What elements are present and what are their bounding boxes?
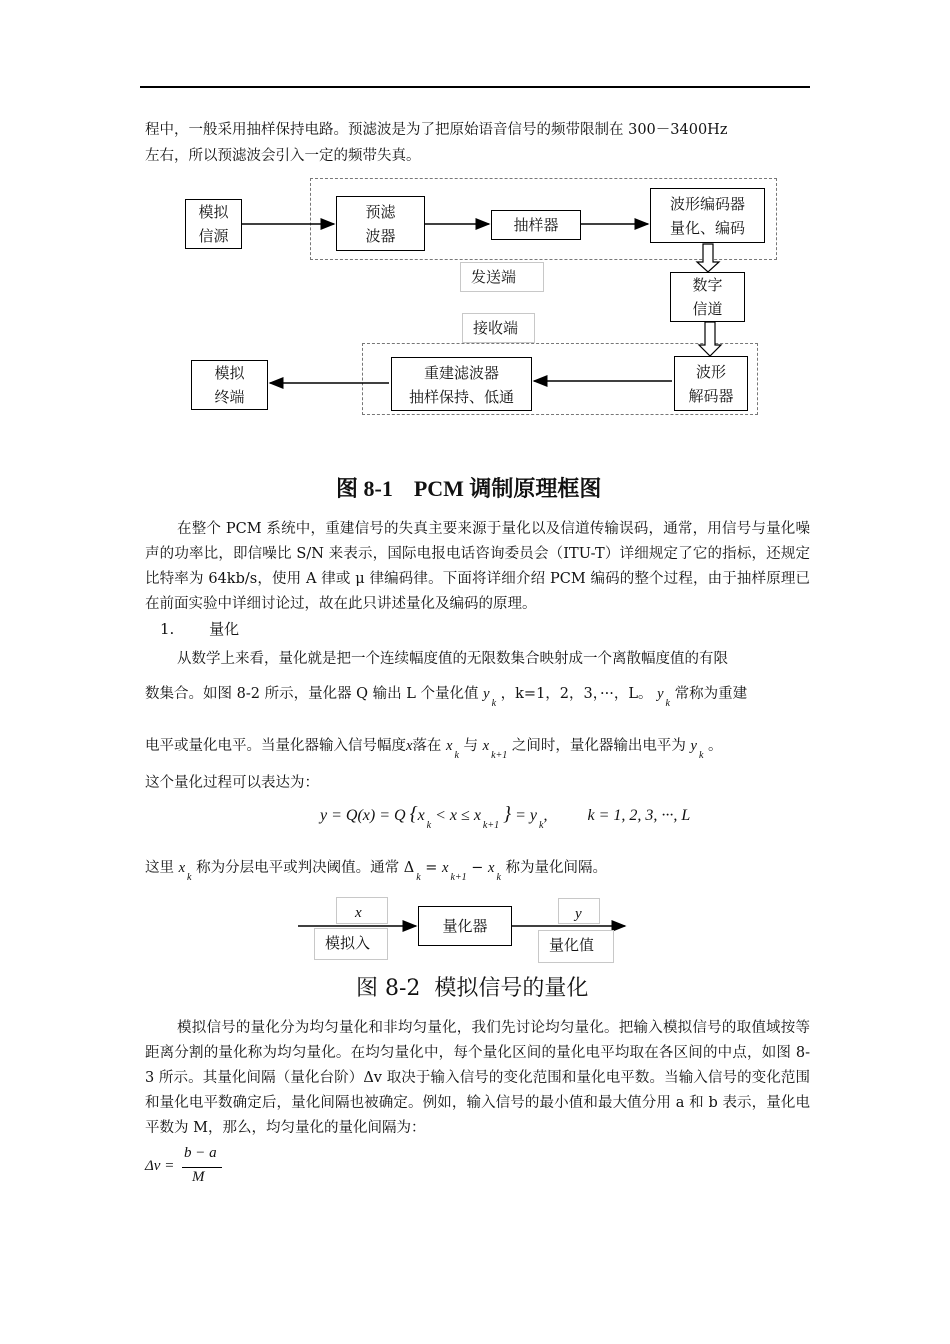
para2-l2a: 数集合。如图 8-2 所示，量化器 Q 输出 L 个量化值	[145, 686, 479, 702]
delta-v-denominator: M	[192, 1169, 205, 1185]
para3-c: 称为量化间隔。	[505, 860, 608, 876]
analog-in-label-box	[314, 928, 388, 960]
delta-v-numerator: b − a	[184, 1145, 217, 1161]
channel-line-2: 信道	[692, 300, 723, 318]
quantizer-box	[418, 906, 512, 946]
para2-line-4: 这个量化过程可以表达为：	[145, 775, 319, 791]
y-label: y	[575, 906, 582, 922]
paragraph-uniform-quantization: 模拟信号的量化分为均匀量化和非均匀量化，我们先讨论均匀量化。把输入模拟信号的取值域按等距离分割的量化称为均匀量化。在均匀量化中，每个量化区间的量化电平均取在各区间的中点，如图 8-3 所示。其量化间隔（量化台阶）Δv 取决于输入信号的变化范围和量化电平数。当输入信号的变化范围和量化电平数确定后，量化间隔也被确定。例如，输入信号的最小值和最大值分用 a 和 b 表示，量化电平数为 M，那么，均匀量化的量化间隔为：	[145, 1020, 810, 1136]
para2-l2c: 常称为重建	[674, 686, 748, 702]
math-x-symbol: x	[406, 738, 413, 754]
para3-delta-k-sub: k	[416, 872, 421, 883]
math-k-subscript: k	[491, 698, 497, 709]
intro-line-2: 左右，所以预滤波会引入一定的频带失真。	[145, 148, 421, 164]
para3-x-k-2: x	[488, 860, 495, 876]
math-k1-subscript: k+1	[491, 750, 508, 761]
formula-left: y = Q(x) = Q	[320, 807, 406, 824]
para2-l3b: 落在	[412, 738, 442, 754]
y-label-box	[558, 898, 600, 924]
formula-x-k1: x	[473, 807, 481, 824]
para2-l2b: ，k=1，2，3，···，L。	[500, 686, 653, 702]
para3-k-sub-2: k	[496, 872, 501, 883]
prefilter-line-2: 波器	[365, 227, 396, 245]
paragraph-pcm-system: 在整个 PCM 系统中，重建信号的失真主要来源于量化以及信道传输误码，通常，用信号与量化噪声的功率比，即信噪比 S/N 来表示，国际电报电话咨询委员会（ITU-T）详细规定了它的指标，还规定比特率为 64kb/s，使用 A 律或 μ 律编码律。下面将详细介绍 PCM 编码的整个过程，由于抽样原理已在前面实验中详细讨论过，故在此只讲述量化及编码的原理。	[145, 521, 810, 612]
para3-k1-sub: k+1	[450, 872, 467, 883]
formula-x-k: x	[417, 807, 425, 824]
para2-line-1: 从数学上来看，量化就是把一个连续幅度值的无限数集合映射成一个离散幅度值的有限	[177, 651, 728, 667]
prefilter-line-1: 预滤	[365, 203, 396, 221]
fraction-bar	[182, 1167, 222, 1168]
para3-eq: =	[425, 860, 438, 876]
para3-b: 称为分层电平或判决阈值。通常	[196, 860, 400, 876]
x-label: x	[355, 905, 362, 921]
math-y-k-symbol-3: y	[690, 738, 697, 754]
delta-v-lhs: Δv =	[145, 1158, 175, 1174]
formula-k-sub-2: k	[539, 820, 544, 831]
para3-k-sub: k	[187, 872, 192, 883]
formula-comma: ,	[543, 807, 548, 824]
source-line-1: 模拟	[198, 203, 229, 221]
caption-text: PCM 调制原理框图	[413, 476, 602, 501]
math-k-subscript-2: k	[665, 698, 670, 709]
formula-eq: = y	[515, 807, 538, 824]
para3-x-k: x	[178, 860, 186, 876]
formula-brace-close: }	[503, 803, 512, 825]
para2-l3a: 电平或量化电平。当量化器输入信号幅度	[145, 738, 406, 754]
formula-k1-sub: k+1	[482, 820, 500, 831]
section-title: 量化	[209, 620, 240, 638]
math-y-k-symbol: y	[483, 686, 490, 702]
intro-line-1: 程中，一般采用抽样保持电路。预滤波是为了把原始语音信号的频带限制在 300－3400Hz	[145, 122, 728, 138]
recon-line-1: 重建滤波器	[423, 364, 499, 382]
para3-a: 这里	[145, 860, 174, 876]
para3-minus: −	[471, 860, 484, 876]
formula-brace-open: {	[409, 803, 418, 825]
tx-label-text: 发送端	[471, 268, 517, 286]
formula-k-sub: k	[426, 820, 432, 831]
math-x-k-symbol: x	[446, 738, 453, 754]
terminal-line-1: 模拟	[214, 364, 245, 382]
para2-l3d: 之间时，量化器输出电平为	[511, 738, 686, 754]
math-y-k-symbol-2: y	[657, 686, 664, 702]
figure-8-2-caption	[356, 971, 588, 1002]
para3-x-k1: x	[442, 860, 449, 876]
quantizer-label: 量化器	[442, 917, 488, 935]
quantized-value-label-box	[538, 930, 614, 963]
recon-line-2: 抽样保持、低通	[408, 388, 514, 406]
math-x-k1-symbol: x	[482, 738, 490, 754]
caption-number: 图 8-1	[336, 476, 393, 501]
decoder-line-2: 解码器	[688, 387, 734, 405]
caption-2-number: 图 8-2	[356, 976, 421, 1001]
caption-2-text: 模拟信号的量化	[434, 976, 589, 1001]
source-line-2: 信源	[198, 227, 229, 245]
section-number: 1.	[160, 620, 175, 638]
para3-delta: Δ	[403, 860, 415, 876]
formula-right: k = 1, 2, 3, ···, L	[587, 807, 691, 824]
encoder-line-1: 波形编码器	[669, 195, 745, 213]
rx-label-text: 接收端	[473, 319, 519, 337]
math-k-subscript-4: k	[698, 750, 704, 761]
math-k-subscript-3: k	[454, 750, 459, 761]
para2-l3e: 。	[708, 738, 723, 754]
para2-l3c: 与	[463, 738, 479, 754]
formula-mid: < x ≤	[435, 807, 470, 824]
sampler-label: 抽样器	[513, 216, 559, 234]
analog-in-label: 模拟入	[325, 934, 371, 952]
quantized-value-label: 量化值	[549, 936, 595, 954]
channel-line-1: 数字	[692, 276, 723, 294]
encoder-line-2: 量化、编码	[669, 219, 745, 237]
terminal-line-2: 终端	[214, 388, 245, 406]
decoder-line-1: 波形	[695, 363, 726, 381]
x-label-box	[336, 897, 388, 924]
